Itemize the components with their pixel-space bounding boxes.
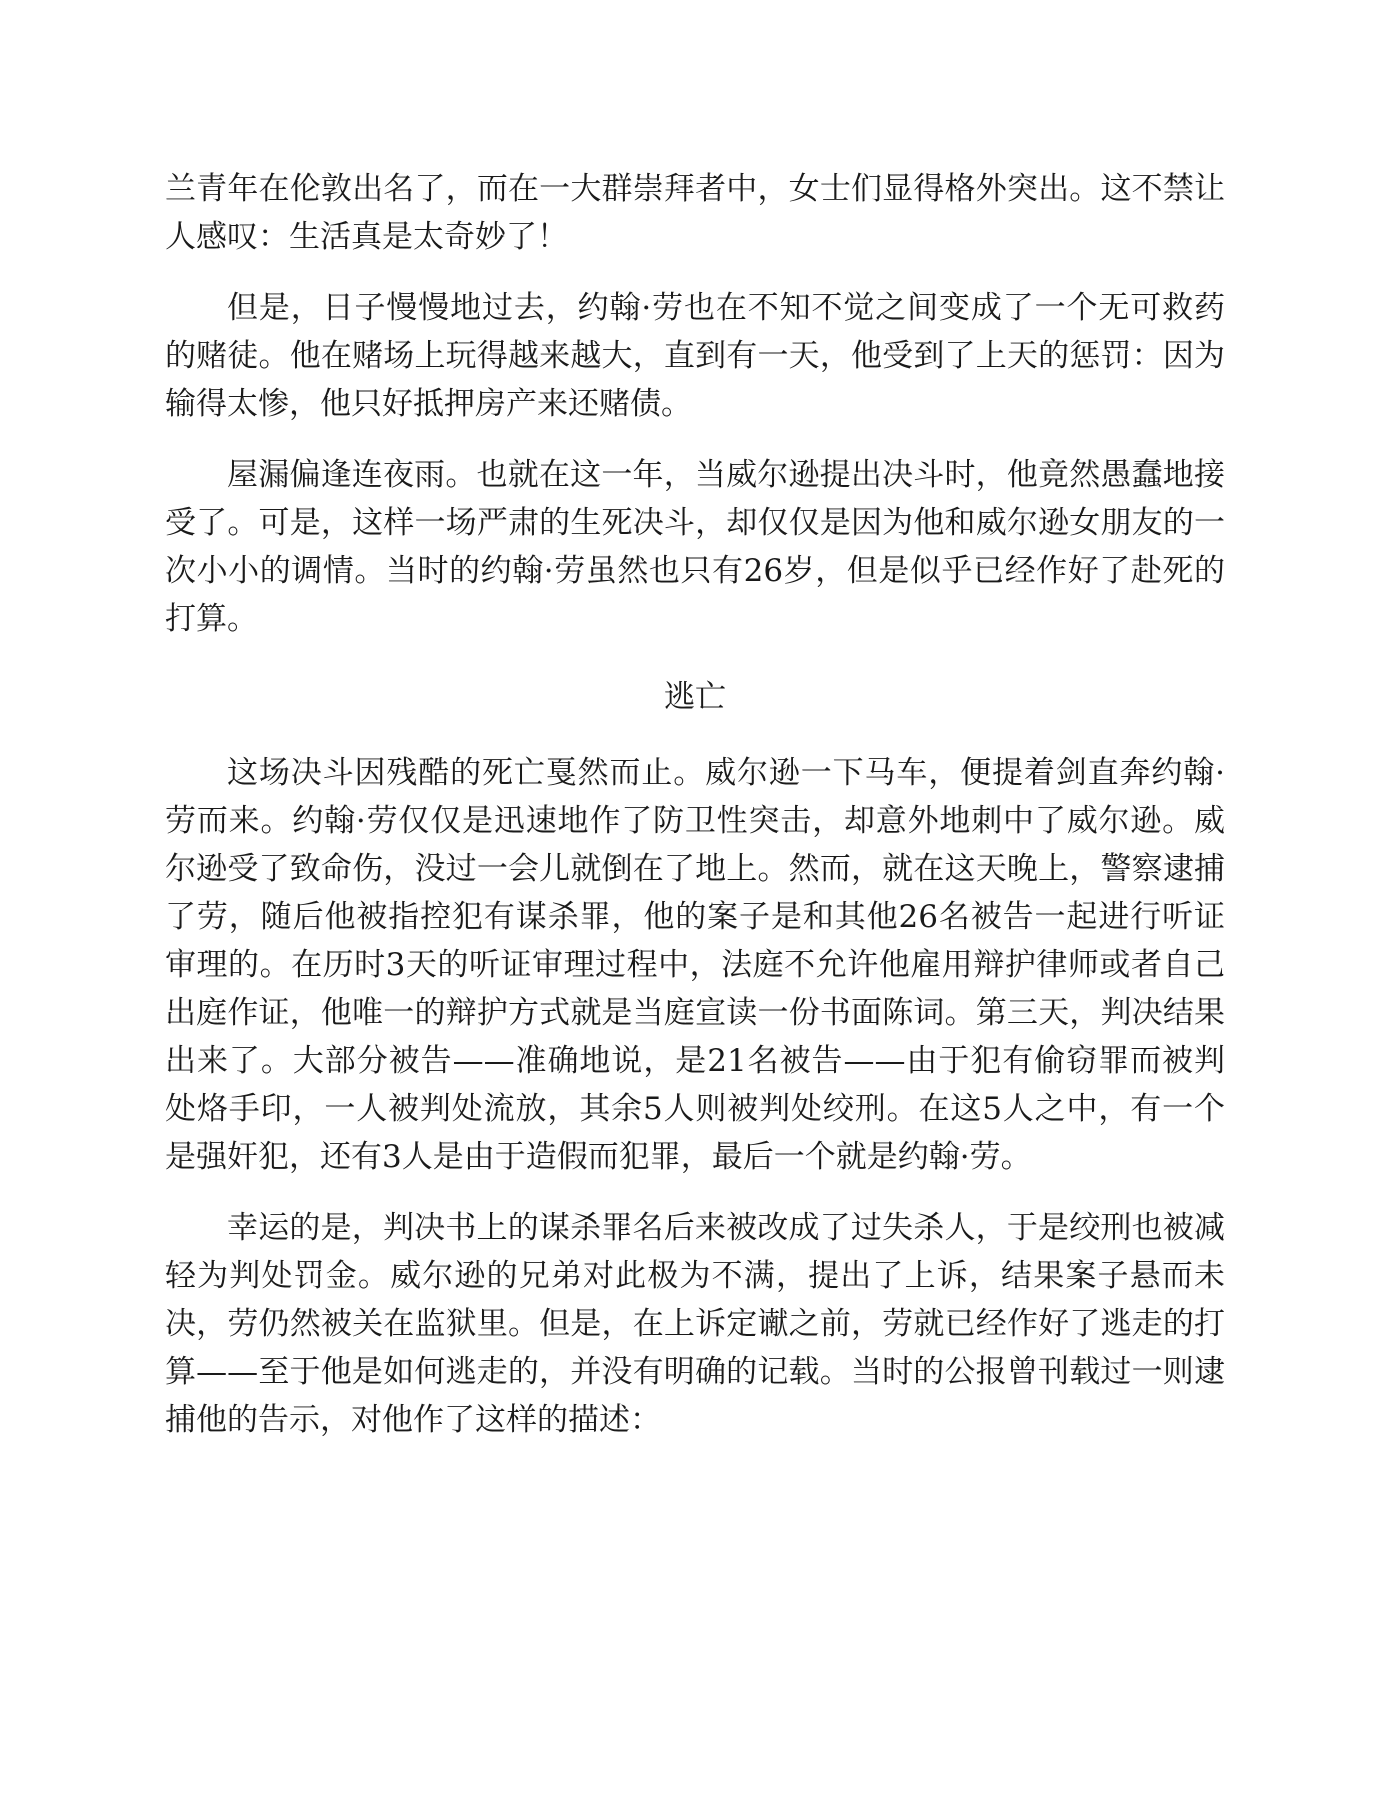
paragraph-4: 这场决斗因残酷的死亡戛然而止。威尔逊一下马车，便提着剑直奔约翰·劳而来。约翰·劳仅仅是迅速地作了防卫性突击，却意外地刺中了威尔逊。威尔逊受了致命伤，没过一会儿就倒在了地上。然而，就在这天晚上，警察逮捕了劳，随后他被指控犯有谋杀罪，他的案子是和其他26名被告一起进行听证审理的。在历时3天的听证审理过程中，法庭不允许他雇用辩护律师或者自己出庭作证，他唯一的辩护方式就是当庭宣读一份书面陈词。第三天，判决结果出来了。大部分被告——准确地说，是21名被告——由于犯有偷窃罪而被判处烙手印，一人被判处流放，其余5人则被判处绞刑。在这5人之中，有一个是强奸犯，还有3人是由于造假而犯罪，最后一个就是约翰·劳。 [165,755,1225,1175]
paragraph-5: 幸运的是，判决书上的谋杀罪名后来被改成了过失杀人，于是绞刑也被减轻为判处罚金。威尔逊的兄弟对此极为不满，提出了上诉，结果案子悬而未决，劳仍然被关在监狱里。但是，在上诉定谳之前，劳就已经作好了逃走的打算——至于他是如何逃走的，并没有明确的记载。当时的公报曾刊载过一则逮捕他的告示，对他作了这样的描述： [165,1210,1225,1438]
paragraph-3: 屋漏偏逢连夜雨。也就在这一年，当威尔逊提出决斗时，他竟然愚蠢地接受了。可是，这样一场严肃的生死决斗，却仅仅是因为他和威尔逊女朋友的一次小小的调情。当时的约翰·劳虽然也只有26岁，但是似乎已经作好了赴死的打算。 [165,457,1225,637]
paragraph-2: 但是，日子慢慢地过去，约翰·劳也在不知不觉之间变成了一个无可救药的赌徒。他在赌场上玩得越来越大，直到有一天，他受到了上天的惩罚：因为输得太惨，他只好抵押房产来还赌债。 [165,290,1225,422]
paragraph-1: 兰青年在伦敦出名了，而在一大群崇拜者中，女士们显得格外突出。这不禁让人感叹：生活真是太奇妙了！ [165,171,1225,255]
section-heading: 逃亡 [664,679,726,715]
document-page [165,165,1225,1444]
